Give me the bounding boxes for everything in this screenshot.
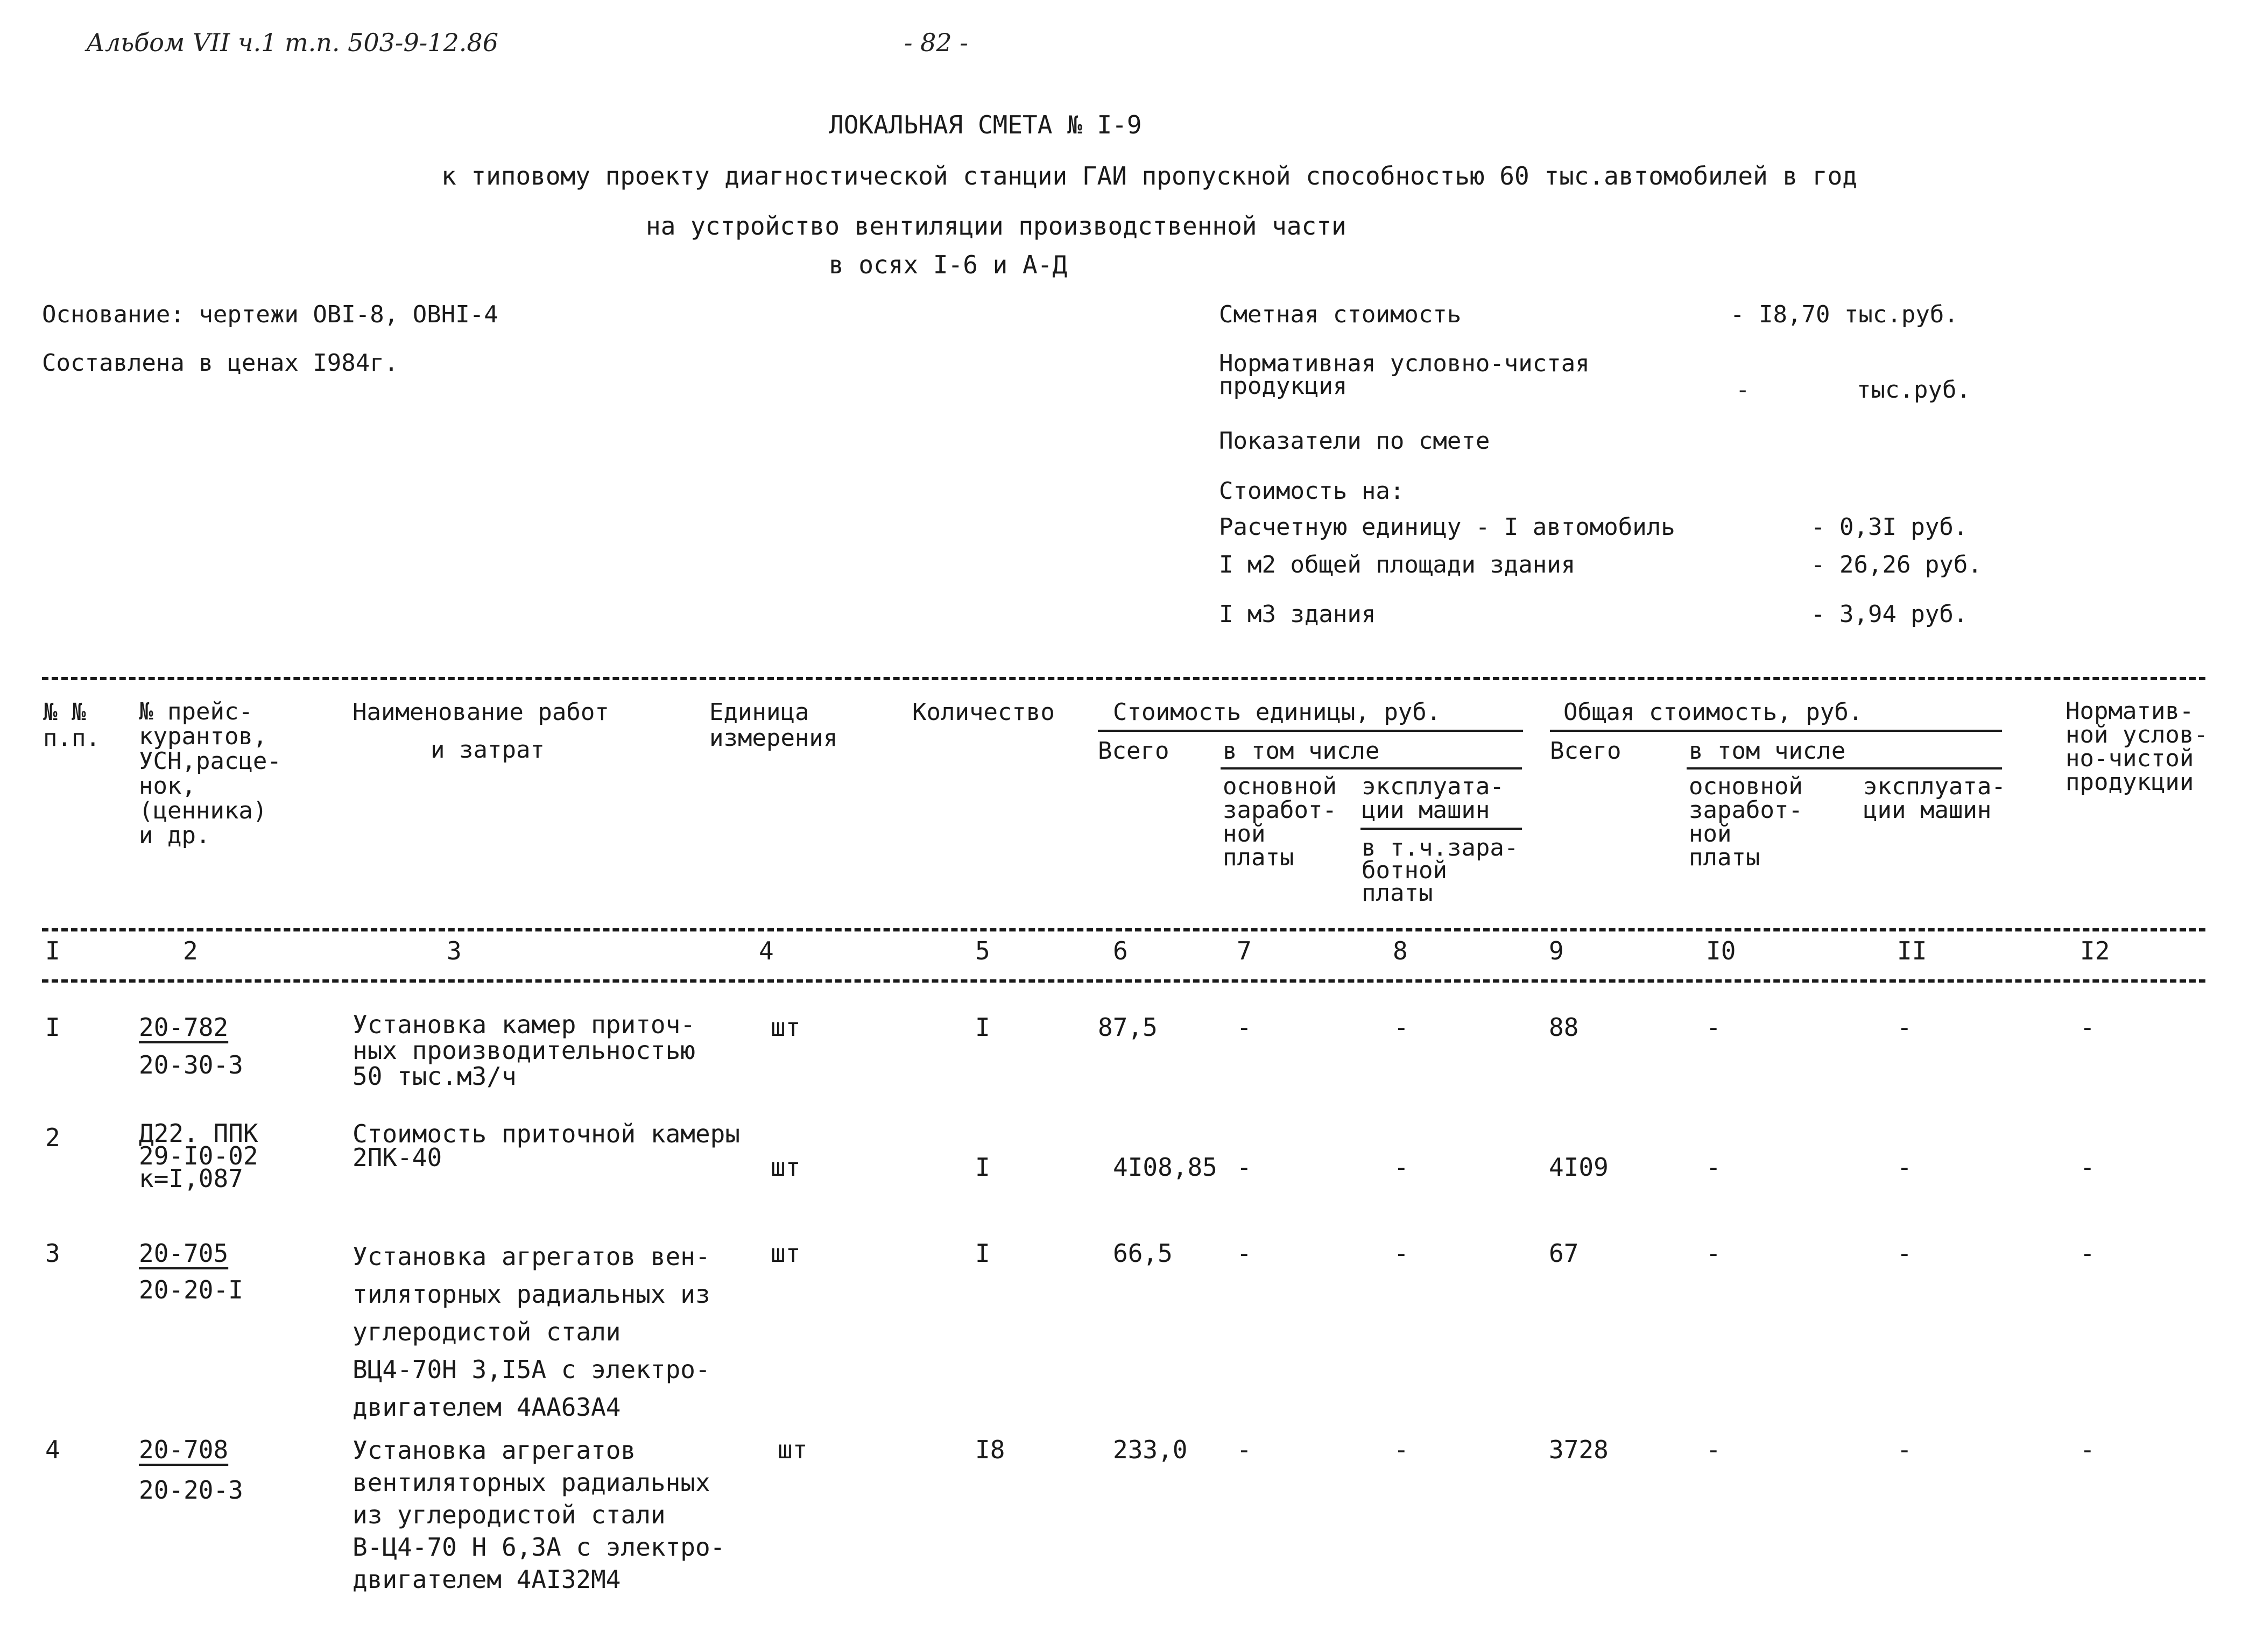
quantity: I8 [975,1435,1005,1464]
machines-underline [1360,828,1522,830]
header-price-code: № прейс- курантов, УСН,расце- нок, (ценника) и др. [139,698,281,849]
unit-machines-wage: - [1394,1153,1409,1182]
basis-prices: Составлена в ценах I984г. [42,349,399,377]
total-price: 67 [1549,1239,1579,1268]
total-price: 4I09 [1549,1153,1609,1182]
unit-basic-wage: - [1237,1239,1252,1268]
total-price: 88 [1549,1013,1579,1042]
work-name: Установка агрегатов вентиляторных радиальных из углеродистой стали В-Ц4-70 Н 6,3А с электро- двигателем 4АI32М4 [352,1436,725,1594]
rate-code: 20-20-3 [139,1475,243,1505]
normative-value: - [2080,1153,2095,1182]
normative-unit: тыс.руб. [1857,376,1971,404]
basis-drawings: Основание: чертежи ОВI-8, ОВНI-4 [42,301,498,328]
column-number: I2 [2080,936,2110,965]
column-numbers-bottom-rule [42,979,2205,983]
row-number: 4 [45,1435,60,1464]
header-normative: Норматив- ной услов- но-чистой продукции [2065,697,2208,796]
price-code: 20-708 [139,1435,229,1464]
per-unit-value: - 0,3I руб. [1811,513,1968,541]
unit-machines-wage: - [1394,1435,1409,1464]
header-unit: Единица измерения [709,698,838,752]
column-number: 4 [759,936,774,965]
row-number: 3 [45,1239,60,1268]
table-top-rule [42,677,2205,680]
header-incl-unit: в том числе [1223,737,1380,765]
column-number: 5 [975,936,990,965]
document-title: ЛОКАЛЬНАЯ СМЕТА № I-9 [829,110,1142,139]
total-basic-wage: - [1706,1239,1721,1268]
unit-basic-wage: - [1237,1153,1252,1182]
incl-unit-underline [1221,767,1522,769]
per-m3-value: - 3,94 руб. [1811,601,1968,628]
cost-on-label: Стоимость на: [1219,477,1405,505]
unit-price: 4I08,85 [1113,1153,1217,1182]
normative-label: Нормативная условно-чистая продукция [1219,350,1590,400]
row-number: I [45,1013,60,1042]
work-name: Установка камер приточ- ных производительностью 50 тыс.м3/ч [352,1010,695,1091]
work-name: Установка агрегатов вен- тиляторных радиальных из углеродистой стали ВЦ4-70Н 3,I5А с электро- двигателем 4АА63А4 [352,1242,710,1422]
header-all-total: Всего [1550,737,1621,765]
unit: шт [771,1239,801,1268]
column-numbers-top-rule [42,928,2205,931]
unit-price: 233,0 [1113,1435,1188,1464]
unit-price: 87,5 [1098,1013,1158,1042]
total-machines: - [1897,1013,1912,1042]
title-line-1: к типовому проекту диагностической станции ГАИ пропускной способностью 60 тыс.автомобилей в год [441,161,1857,190]
price-code: Д22. ППК 29-I0-02 к=I,087 [139,1119,258,1193]
incl-total-underline [1687,767,2002,769]
row-number: 2 [45,1123,60,1152]
normative-value: - [2080,1239,2095,1268]
normative-dash: - [1736,376,1750,404]
column-number: 9 [1549,936,1564,965]
estimate-value: - I8,70 тыс.руб. [1730,301,1958,328]
unit-price: 66,5 [1113,1239,1173,1268]
header-total-cost: Общая стоимость, руб. [1563,698,1863,726]
page-number: - 82 - [904,28,968,57]
column-number: 8 [1393,936,1408,965]
unit: шт [771,1153,801,1182]
unit: шт [778,1435,808,1464]
column-number: I0 [1706,936,1736,965]
total-basic-wage: - [1706,1435,1721,1464]
unit-basic-wage: - [1237,1435,1252,1464]
column-number: 7 [1237,936,1252,965]
header-row-number: № № п.п. [43,698,100,752]
unit-basic-wage: - [1237,1013,1252,1042]
column-number: 2 [183,936,198,965]
title-line-3: в осях I-6 и А-Д [829,250,1068,279]
per-m2-label: I м2 общей площади здания [1219,551,1576,578]
total-basic-wage: - [1706,1013,1721,1042]
rate-code: 20-20-I [139,1275,243,1304]
header-machines: эксплуата- ции машин [1362,773,1504,824]
total-machines: - [1897,1239,1912,1268]
estimate-label: Сметная стоимость [1219,301,1462,328]
header-all-unit: Всего [1098,737,1169,765]
quantity: I [975,1239,990,1268]
total-machines: - [1897,1153,1912,1182]
total-price: 3728 [1549,1435,1609,1464]
per-m2-value: - 26,26 руб. [1811,551,1982,578]
price-code: 20-782 [139,1013,229,1042]
header-work-name-2: и затрат [431,736,545,764]
column-number: 6 [1113,936,1128,965]
header-machines-total: эксплуата- ции машин [1863,773,2006,824]
total-cost-underline [1550,730,2002,732]
column-number: 3 [447,936,462,965]
header-quantity: Количество [912,698,1055,726]
normative-value: - [2080,1013,2095,1042]
column-number: II [1897,936,1927,965]
rate-code: 20-30-3 [139,1050,243,1079]
header-unit-cost: Стоимость единицы, руб. [1113,698,1441,726]
header-basic-wage-total: основной заработ- ной платы [1689,773,1803,871]
total-machines: - [1897,1435,1912,1464]
work-name: Стоимость приточной камеры 2ПК-40 [352,1119,741,1172]
quantity: I [975,1013,990,1042]
per-unit-label: Расчетную единицу - I автомобиль [1219,513,1675,541]
per-m3-label: I м3 здания [1219,601,1376,628]
header-basic-wage: основной заработ- ной платы [1223,773,1337,871]
total-basic-wage: - [1706,1153,1721,1182]
album-stamp: Альбом VII ч.1 т.п. 503-9-12.86 [86,28,498,57]
unit-machines-wage: - [1394,1239,1409,1268]
column-number: I [45,936,60,965]
unit: шт [771,1013,801,1042]
unit-machines-wage: - [1394,1013,1409,1042]
price-code: 20-705 [139,1239,229,1268]
header-machines-wage: в т.ч.зара- ботной платы [1362,834,1519,907]
header-incl-total: в том числе [1689,737,1846,765]
title-line-2: на устройство вентиляции производственной части [646,211,1346,241]
unit-cost-underline [1098,730,1523,732]
quantity: I [975,1153,990,1182]
header-work-name: Наименование работ [352,698,609,726]
indicators-label: Показатели по смете [1219,427,1490,455]
normative-value: - [2080,1435,2095,1464]
